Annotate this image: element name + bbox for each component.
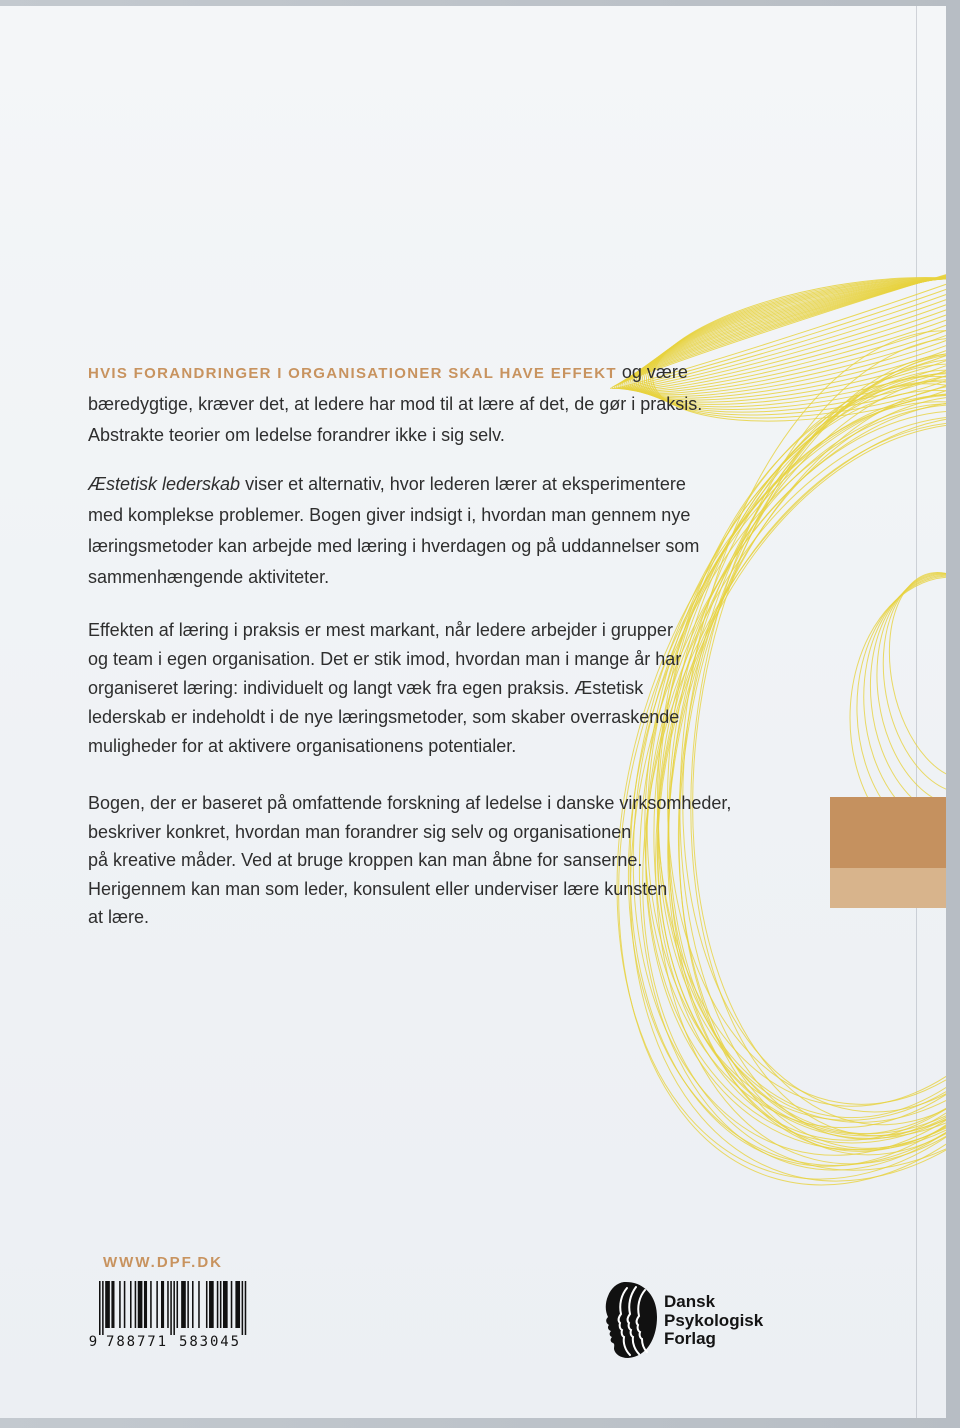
blurb-line: sammenhængende aktiviteter.: [88, 567, 330, 587]
barcode-bar: [206, 1281, 208, 1328]
publisher-name-line: Psykologisk: [664, 1310, 764, 1330]
barcode-digits-right: 583045: [179, 1334, 239, 1350]
blurb-line: og team i egen organisation. Det er stik imod, hvordan man i mange år har: [88, 649, 682, 669]
barcode-bar: [130, 1281, 132, 1328]
barcode-bar: [192, 1281, 194, 1328]
blurb-line: bæredygtige, kræver det, at ledere har mod til at lære af det, de gør i praksis.: [88, 394, 703, 414]
barcode-bar: [217, 1281, 219, 1328]
website-url: WWW.DPF.DK: [103, 1254, 223, 1271]
blurb-paragraph-1: [88, 357, 702, 451]
color-block-light: [830, 868, 946, 908]
blurb-line: [88, 469, 699, 500]
blurb-paragraph-4: [88, 789, 731, 932]
barcode-bar: [105, 1281, 110, 1328]
isbn-barcode: [88, 1278, 254, 1352]
blurb-line: Abstrakte teorier om ledelse forandrer ikke i sig selv.: [88, 425, 505, 445]
swirl-line: [553, 336, 960, 1214]
barcode-digit-first: 9: [88, 1334, 98, 1350]
publisher-name: [664, 1293, 763, 1349]
blurb-line: muligheder for at aktivere organisationens potentialer.: [88, 736, 517, 756]
swirl-line: [862, 564, 960, 816]
barcode-bar: [209, 1281, 214, 1328]
swirl-line: [867, 562, 960, 804]
book-title-italic: Æstetisk lederskab: [88, 474, 241, 494]
blurb-paragraph-3: [88, 616, 681, 761]
barcode-bar: [198, 1281, 200, 1328]
color-block-dark: [830, 797, 946, 868]
barcode-bar: [220, 1281, 222, 1328]
barcode-bar: [135, 1281, 137, 1328]
barcode-digits-left: 788771: [106, 1334, 166, 1350]
blurb-paragraph-2: [88, 469, 699, 593]
barcode-bar: [111, 1281, 114, 1328]
swirl-line: [559, 316, 960, 1226]
barcode-bar: [187, 1281, 189, 1328]
blurb-line: at lære.: [88, 907, 150, 927]
barcode-bar: [173, 1281, 175, 1335]
color-block: [830, 797, 946, 908]
barcode-bar: [99, 1281, 101, 1335]
barcode-bar: [138, 1281, 143, 1328]
barcode-bar: [119, 1281, 121, 1328]
publisher-name-line: Dansk: [664, 1292, 716, 1311]
blurb-lead-heading: HVIS FORANDRINGER I ORGANISATIONER SKAL HAVE EFFEKT: [88, 365, 617, 382]
publisher-logo-icon: [602, 1281, 658, 1359]
barcode-bar: [167, 1281, 169, 1328]
barcode-bar: [124, 1281, 126, 1328]
blurb-line: med komplekse problemer. Bogen giver indsigt i, hvordan man gennem nye: [88, 505, 691, 525]
blurb-line: beskriver konkret, hvordan man forandrer sig selv og organisationen: [88, 821, 632, 842]
blurb-lead-rest: og være: [616, 362, 688, 382]
blurb-first-rest: viser et alternativ, hvor lederen lærer at eksperimentere: [240, 474, 686, 494]
barcode-bar: [242, 1281, 244, 1335]
swirl-line: [578, 320, 960, 1218]
barcode-bar: [150, 1281, 152, 1328]
barcode-bar: [156, 1281, 158, 1328]
barcode-bar: [181, 1281, 186, 1328]
blurb-line: organiseret læring: individuelt og langt væk fra egen praksis. Æstetisk: [88, 678, 644, 698]
barcode-bar: [102, 1281, 104, 1335]
blurb-line: Effekten af læring i praksis er mest markant, når ledere arbejder i grupper: [88, 620, 673, 640]
barcode-bar: [177, 1281, 179, 1328]
barcode-bars: [99, 1281, 246, 1335]
barcode-bar: [235, 1281, 240, 1328]
blurb-line: Herigennem kan man som leder, konsulent eller underviser lære kunsten: [88, 878, 668, 899]
barcode-bar: [231, 1281, 233, 1328]
blurb-line: på kreative måder. Ved at bruge kroppen kan man åbne for sanserne.: [88, 850, 643, 870]
blurb-line: læringsmetoder kan arbejde med læring i hverdagen og på uddannelser som: [88, 536, 700, 556]
publisher-name-line: Forlag: [664, 1329, 716, 1348]
blurb-line: lederskab er indeholdt i de nye læringsmetoder, som skaber overraskende: [88, 707, 680, 727]
barcode-bar: [170, 1281, 172, 1335]
barcode-bar: [223, 1281, 228, 1328]
barcode-bar: [144, 1281, 147, 1328]
swirl-line: [549, 322, 960, 1223]
blurb-line: Bogen, der er baseret på omfattende forskning af ledelse i danske virksomheder,: [88, 793, 732, 813]
blurb-line: [88, 357, 702, 389]
barcode-bar: [161, 1281, 164, 1328]
barcode-bar: [245, 1281, 247, 1335]
